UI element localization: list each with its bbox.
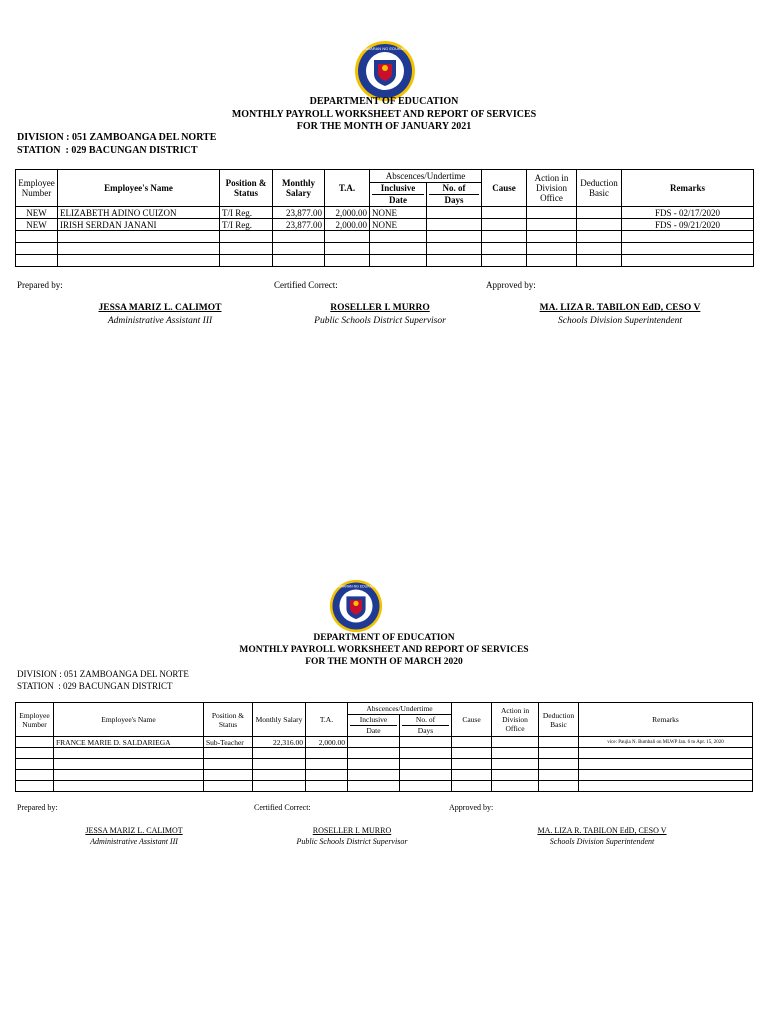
table-row [16,737,753,748]
cell-cause [452,737,492,748]
cell-position: Sub-Teacher [204,737,253,748]
table-row-empty [16,781,753,792]
col-monthly-salary: Monthly Salary [253,703,306,737]
col-date: Date [372,194,424,206]
cell-salary: 23,877.00 [273,207,325,219]
certified-correct-label: Certified Correct: [274,280,338,290]
cell-salary: 22,316.00 [253,737,306,748]
division-label: DIVISION : 051 ZAMBOANGA DEL NORTE [17,669,189,679]
col-employee-name: Employee's Name [58,170,220,207]
cell-days [400,737,452,748]
cell-deduction [539,737,579,748]
report-month: FOR THE MONTH OF MARCH 2020 [305,657,463,667]
approved-by-label: Approved by: [449,803,494,812]
certifier-title: Public Schools District Supervisor [314,316,446,326]
report-month: FOR THE MONTH OF JANUARY 2021 [296,121,472,132]
col-inclusive: Inclusive [380,183,416,193]
cell-name: ELIZABETH ADINO CUIZON [58,207,220,219]
col-monthly-salary: Monthly Salary [273,170,325,207]
col-remarks: Remarks [579,703,753,737]
seal-text: KAGAWARAN NG EDUKASYON [355,46,415,51]
cell-inclusive: NONE [370,207,427,219]
approver-title: Schools Division Superintendent [549,837,655,846]
cell-action [492,737,539,748]
table-row-empty [16,770,753,781]
cell-inclusive [348,737,400,748]
seal-text: KAGAWARAN NG EDUKASYON [330,584,382,589]
col-deduction: Deduction Basic [577,170,622,207]
approver-name: MA. LIZA R. TABILON EdD, CESO V [539,303,701,313]
division-label: DIVISION : 051 ZAMBOANGA DEL NORTE [17,132,217,143]
signatory-preparer [44,825,224,847]
certified-correct-label: Certified Correct: [254,803,311,812]
cell-inclusive: NONE [370,219,427,231]
certifier-title: Public Schools District Supervisor [296,837,408,846]
col-action: Action in Division Office [527,170,577,207]
col-action: Action in Division Office [492,703,539,737]
prepared-by-label: Prepared by: [17,280,63,290]
report-header [0,632,768,668]
division-info [17,668,189,692]
department-title: DEPARTMENT OF EDUCATION [309,96,459,107]
cell-position: T/I Reg. [220,219,273,231]
col-days: Days [402,725,449,736]
col-ta: T.A. [325,170,370,207]
col-cause: Cause [452,703,492,737]
col-employee-number: Employee Number [16,170,58,207]
approver-name: MA. LIZA R. TABILON EdD, CESO V [537,826,667,835]
col-ta: T.A. [306,703,348,737]
cell-position: T/I Reg. [220,207,273,219]
approved-by-label: Approved by: [486,280,536,290]
preparer-name: JESSA MARIZ L. CALIMOT [85,826,183,835]
report-title: MONTHLY PAYROLL WORKSHEET AND REPORT OF SERVICES [231,108,537,120]
col-absences: Abscences/Undertime [348,703,452,715]
cell-ta: 2,000.00 [325,207,370,219]
approver-title: Schools Division Superintendent [557,316,682,326]
report-title: MONTHLY PAYROLL WORKSHEET AND REPORT OF SERVICES [239,645,529,655]
cell-name: IRISH SERDAN JANANI [58,219,220,231]
col-absences: Abscences/Undertime [370,170,482,183]
table-row-empty [16,759,753,770]
col-cause: Cause [482,170,527,207]
col-no-of-days [400,715,452,737]
cell-remarks: vice: Paujia N. Bumbali on MLWP Jan. 6 to Apr. 15, 2020 [579,737,753,748]
cell-emp-no: NEW [16,219,58,231]
cell-remarks: FDS - 02/17/2020 [622,207,754,219]
certifier-name: ROSELLER I. MURRO [330,303,430,313]
preparer-name: JESSA MARIZ L. CALIMOT [98,303,222,313]
preparer-title: Administrative Assistant III [107,316,213,326]
station-label: STATION : 029 BACUNGAN DISTRICT [17,681,173,691]
cell-ta: 2,000.00 [325,219,370,231]
preparer-title: Administrative Assistant III [90,837,178,846]
col-days: Days [429,194,479,206]
cell-emp-no [16,737,54,748]
station-label: STATION : 029 BACUNGAN DISTRICT [17,144,198,156]
col-date: Date [350,725,397,736]
col-inclusive: Inclusive [359,715,388,724]
col-deduction: Deduction Basic [539,703,579,737]
cell-ta: 2,000.00 [306,737,348,748]
table-row-empty [16,748,753,759]
cell-name: FRANCE MARIE D. SALDARIEGA [54,737,204,748]
signatory-approver [502,825,702,847]
col-no-of: No. of [415,715,436,724]
payroll-table [15,702,753,792]
col-inclusive-date [348,715,400,737]
cell-remarks: FDS - 09/21/2020 [622,219,754,231]
certifier-name: ROSELLER I. MURRO [312,826,392,835]
col-position-status: Position & Status [204,703,253,737]
cell-salary: 23,877.00 [273,219,325,231]
col-remarks: Remarks [622,170,754,207]
col-no-of: No. of [442,183,466,193]
col-employee-name: Employee's Name [54,703,204,737]
department-title: DEPARTMENT OF EDUCATION [313,633,455,643]
col-employee-number: Employee Number [16,703,54,737]
prepared-by-label: Prepared by: [17,803,58,812]
cell-emp-no: NEW [16,207,58,219]
deped-seal-icon [329,579,383,633]
signatory-certifier [262,825,442,847]
col-position-status: Position & Status [220,170,273,207]
